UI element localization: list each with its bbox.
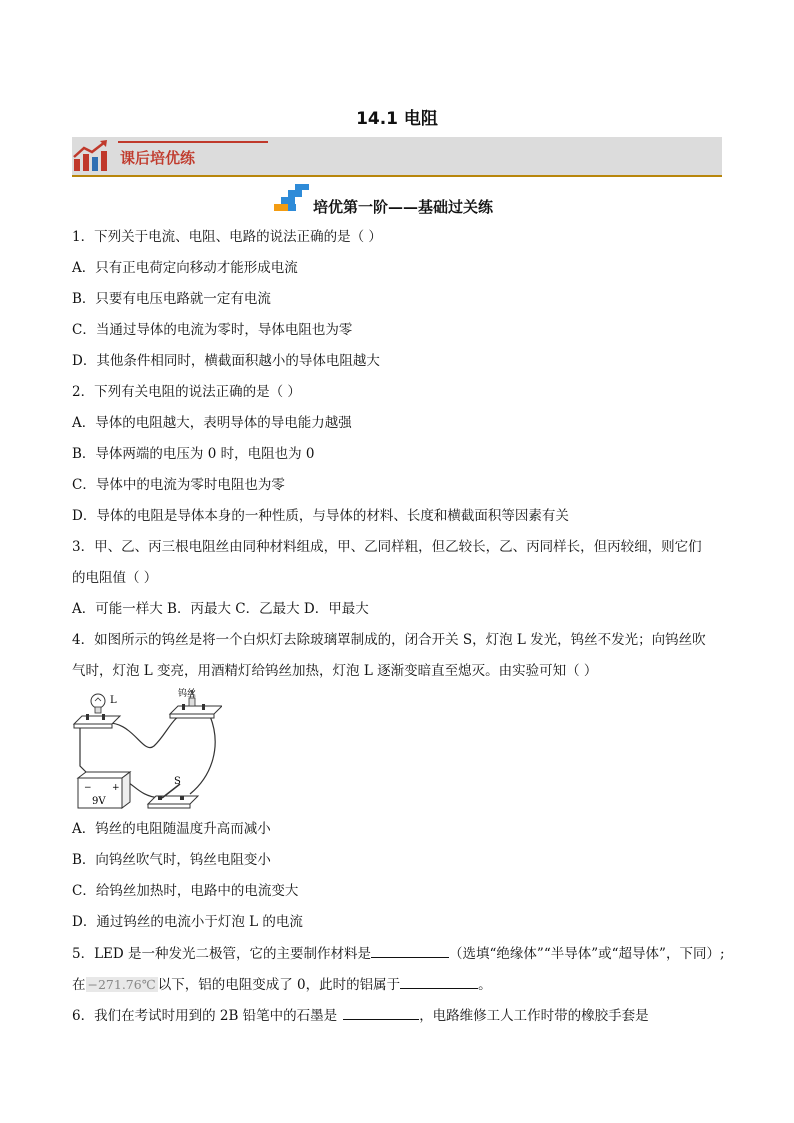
q4-option-a: A．钨丝的电阻随温度升高而减小 — [72, 821, 271, 837]
switch-label: S — [174, 776, 181, 787]
q6-line1 — [72, 1006, 649, 1025]
q2-option-d: D．导体的电阻是导体本身的一种性质，与导体的材料、长度和横截面积等因素有关 — [72, 508, 569, 524]
q3-options: A．可能一样大 B．丙最大 C．乙最大 D．甲最大 — [72, 601, 369, 617]
q4-option-b: B．向钨丝吹气时，钨丝电阻变小 — [72, 852, 271, 868]
section-banner — [72, 137, 722, 177]
circuit-figure — [72, 686, 222, 814]
q5-text-1: 5．LED 是一种发光二极管，它的主要制作材料是 — [72, 946, 372, 962]
q6-text-1: 6．我们在考试时用到的 2B 铅笔中的石墨是 — [72, 1008, 338, 1024]
q5-temperature: −271.76℃ — [87, 977, 156, 992]
banner-label: 课后培优练 — [120, 149, 196, 167]
q3-stem-line1: 3．甲、乙、丙三根电阻丝由同种材料组成，甲、乙同样粗，但乙较长，乙、丙同样长，但丙较细，则它们 — [72, 539, 702, 555]
q5-text-5: 。 — [478, 977, 492, 993]
q1-option-b: B．只要有电压电路就一定有电流 — [72, 291, 271, 307]
q4-stem-line2: 气时，灯泡 L 变亮，用酒精灯给钨丝加热，灯泡 L 逐渐变暗直至熄灭。由实验可知（ ） — [72, 663, 598, 679]
q5-text-3: 在 — [72, 977, 86, 993]
lamp-label: L — [110, 695, 117, 706]
q2-option-c: C．导体中的电流为零时电阻也为零 — [72, 477, 285, 493]
q5-text-4: 以下，铝的电阻变成了 0，此时的铝属于 — [157, 977, 401, 993]
q5-blank-2[interactable] — [400, 975, 478, 989]
growth-chart-icon — [72, 139, 108, 173]
section-title: 培优第一阶——基础过关练 — [313, 198, 494, 216]
q5-text-2: （选填“绝缘体”“半导体”或“超导体”，下同）; — [449, 946, 725, 962]
q1-option-c: C．当通过导体的电流为零时，导体电阻也为零 — [72, 322, 353, 338]
q1-option-d: D．其他条件相同时，横截面积越小的导体电阻越大 — [72, 353, 380, 369]
q5-line1 — [72, 944, 725, 963]
q4-option-c: C．给钨丝加热时，电路中的电流变大 — [72, 883, 299, 899]
battery-label: 9V — [92, 796, 106, 807]
q2-option-b: B．导体两端的电压为 0 时，电阻也为 0 — [72, 446, 315, 462]
q5-line2 — [72, 975, 492, 994]
q5-blank-1[interactable] — [371, 944, 449, 958]
battery-minus: − — [84, 783, 92, 793]
q6-text-2: ，电路维修工人工作时带的橡胶手套是 — [419, 1008, 649, 1024]
q1-option-a: A．只有正电荷定向移动才能形成电流 — [72, 260, 298, 276]
battery-plus: + — [112, 783, 120, 793]
q6-blank-1[interactable] — [343, 1006, 419, 1020]
q2-stem: 2．下列有关电阻的说法正确的是（ ） — [72, 384, 301, 400]
q4-option-d: D．通过钨丝的电流小于灯泡 L 的电流 — [72, 914, 303, 930]
section-heading — [0, 184, 794, 216]
q4-stem-line1: 4．如图所示的钨丝是将一个白炽灯去除玻璃罩制成的，闭合开关 S，灯泡 L 发光，钨丝不发光；向钨丝吹 — [72, 632, 706, 648]
q2-option-a: A．导体的电阻越大，表明导体的导电能力越强 — [72, 415, 352, 431]
q1-stem: 1．下列关于电流、电阻、电路的说法正确的是（ ） — [72, 229, 382, 245]
wire-label: 钨丝 — [178, 689, 197, 699]
banner-rule — [118, 141, 268, 143]
stairs-icon — [272, 184, 310, 212]
page-title: 14.1 电阻 — [356, 109, 438, 129]
q3-stem-line2: 的电阻值（ ） — [72, 570, 158, 586]
